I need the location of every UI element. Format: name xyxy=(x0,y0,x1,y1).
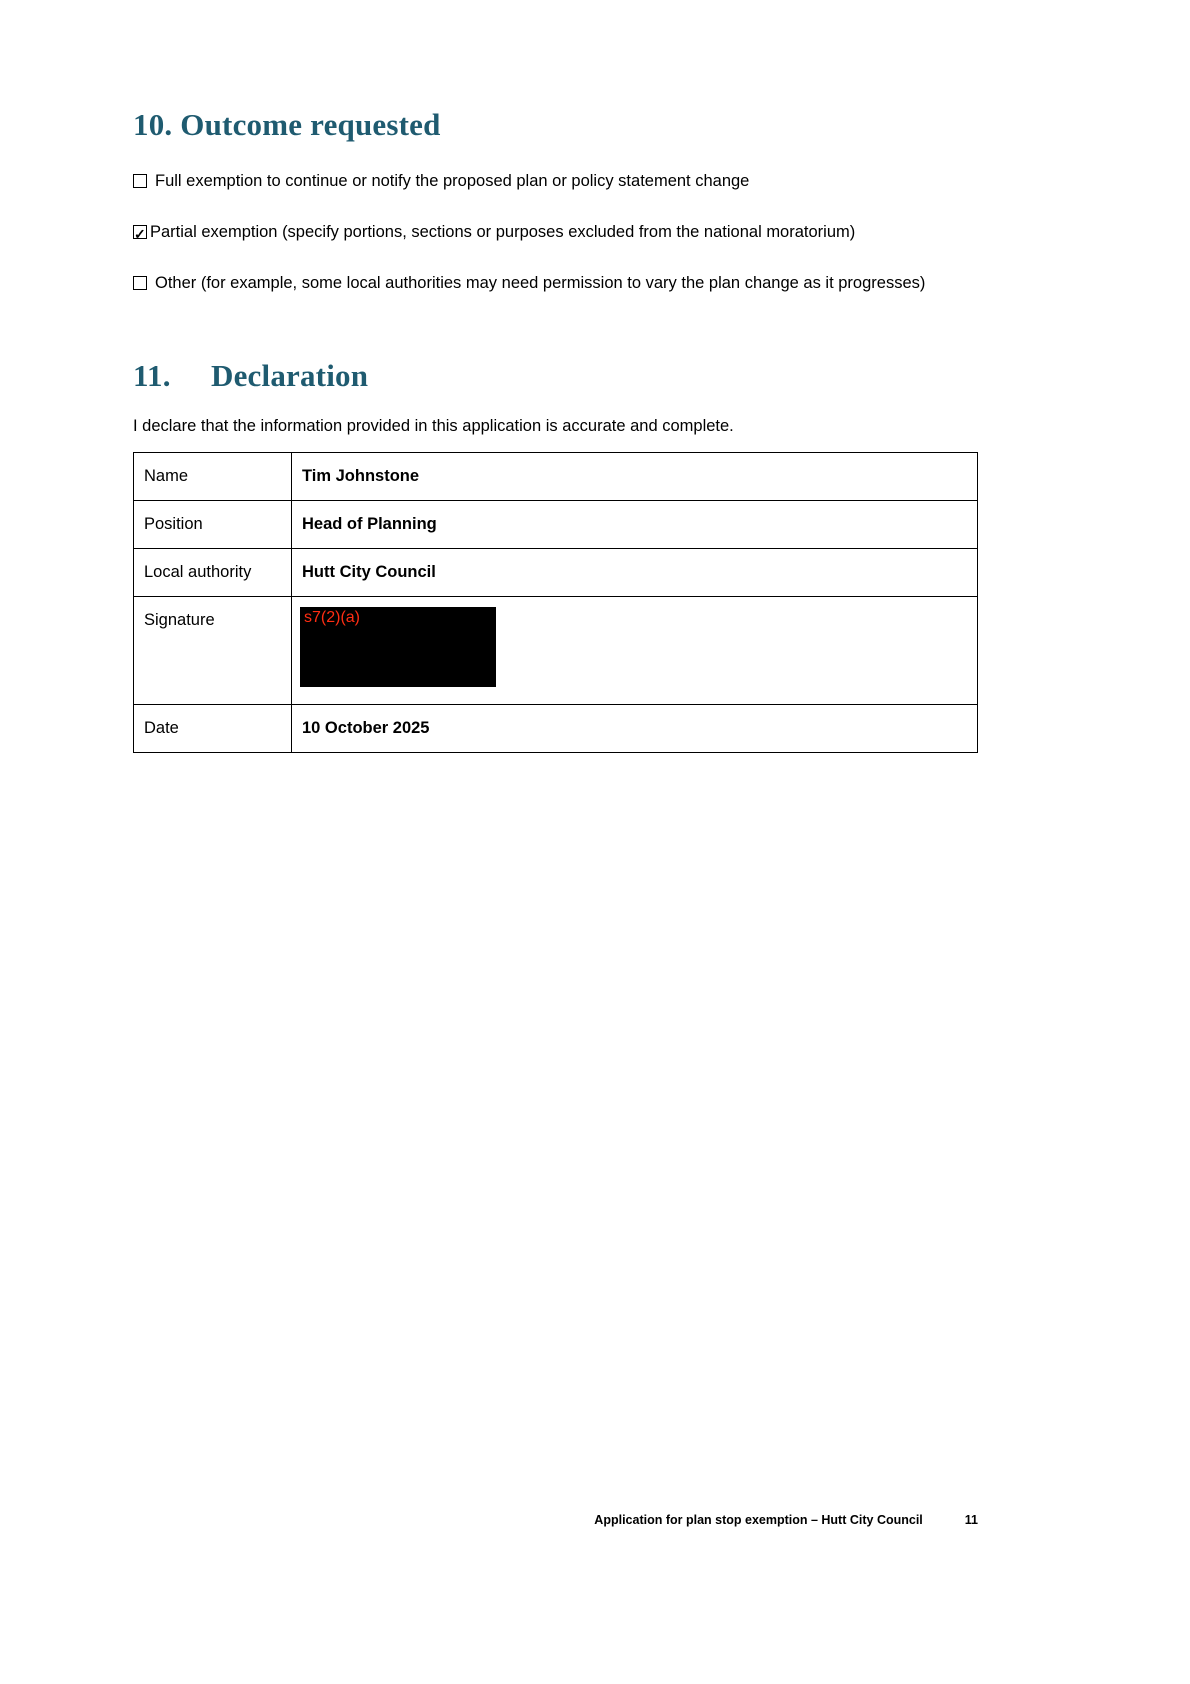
row-value: Hutt City Council xyxy=(292,549,978,597)
row-value: Tim Johnstone xyxy=(292,453,978,501)
section-10-heading: 10. Outcome requested xyxy=(133,107,441,142)
outcome-option-label: Other (for example, some local authorities may need permission to vary the plan change as it progresses) xyxy=(155,274,926,292)
declaration-table xyxy=(133,452,978,753)
checkbox-full-exemption[interactable] xyxy=(133,174,147,188)
row-label: Local authority xyxy=(134,549,292,597)
signature-redaction-box: s7(2)(a) xyxy=(300,607,496,687)
row-value: Head of Planning xyxy=(292,501,978,549)
outcome-option-full-exemption xyxy=(133,169,978,194)
declaration-statement: I declare that the information provided in this application is accurate and complete. xyxy=(133,417,734,435)
table-row-date xyxy=(134,705,978,753)
section-11-heading xyxy=(133,358,978,394)
checkbox-other[interactable] xyxy=(133,276,147,290)
page-content xyxy=(133,0,978,753)
outcome-option-label: Full exemption to continue or notify the proposed plan or policy statement change xyxy=(155,172,750,190)
row-label: Date xyxy=(134,705,292,753)
checkbox-partial-exemption[interactable] xyxy=(133,225,147,239)
row-label: Signature xyxy=(134,597,292,705)
table-row-name xyxy=(134,453,978,501)
section-11-number: 11. xyxy=(133,358,171,393)
footer-document-title: Application for plan stop exemption – Hutt City Council xyxy=(594,1513,923,1527)
page-footer xyxy=(133,1513,978,1527)
footer-page-number: 11 xyxy=(964,1513,978,1527)
outcome-option-other xyxy=(133,271,978,296)
section-11-title: Declaration xyxy=(211,358,369,393)
signature-cell xyxy=(292,597,978,705)
table-row-local-authority xyxy=(134,549,978,597)
table-row-position xyxy=(134,501,978,549)
row-label: Name xyxy=(134,453,292,501)
outcome-option-label: Partial exemption (specify portions, sections or purposes excluded from the national moratorium) xyxy=(150,223,856,241)
outcome-option-partial-exemption xyxy=(133,220,978,245)
row-value: 10 October 2025 xyxy=(292,705,978,753)
table-row-signature xyxy=(134,597,978,705)
row-label: Position xyxy=(134,501,292,549)
